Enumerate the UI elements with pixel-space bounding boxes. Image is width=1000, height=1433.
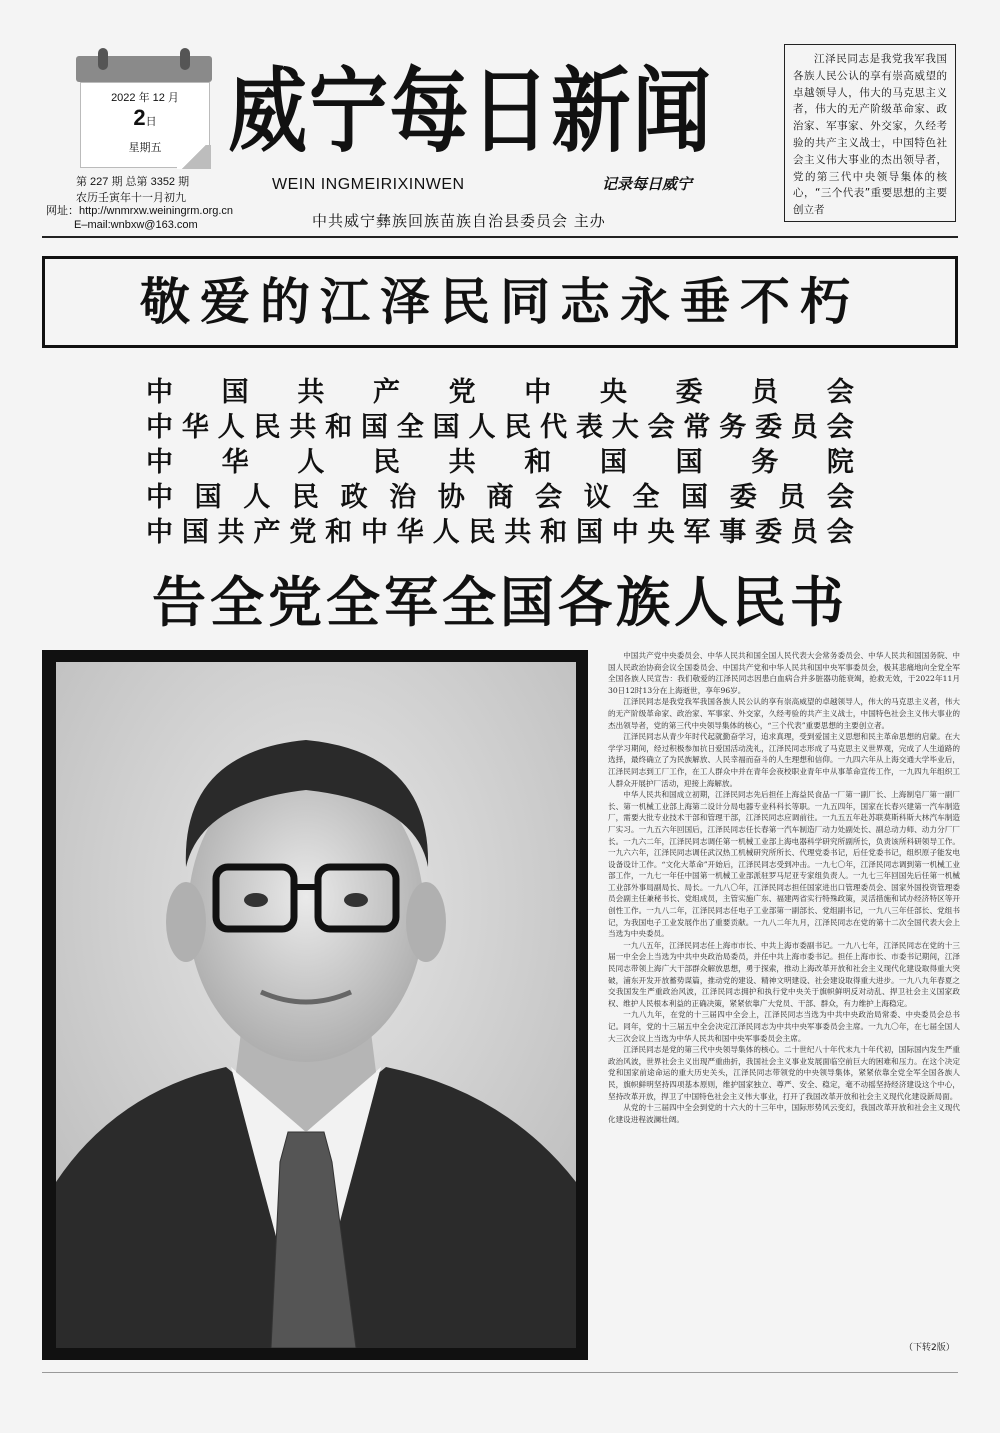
newspaper-slogan: 记录每日威宁 bbox=[602, 175, 693, 193]
announcement-title: 告全党全军全国各族人民书 bbox=[152, 571, 848, 634]
article-paragraph: 中华人民共和国成立初期，江泽民同志先后担任上海益民食品一厂第一副厂长、上海制皂厂第一副厂长、第一机械工业部上海第二设计分局电器专业科科长等职。一九五四年，国家在长春兴建第一汽车制造厂，需要大批专业技术干部和管理干部，江泽民同志应调前往。一九五五年赴苏联莫斯科斯大林汽车制造厂实习。一九五六年回国后，江泽民同志任长春第一汽车制造厂动力处副处长、副总动力师、动力分厂厂长。一九六二年，江泽民同志调任第一机械工业部上海电器科学研究所副所长，负责该所科研领导工作。一九六六年，江泽民同志调任武汉热工机械研究所所长、代理党委书记，后任党委书记，组织原子能发电设备设计工作。“文化大革命”开始后，江泽民同志受到冲击。一九七〇年，江泽民同志调到第一机械工业部工作，一九七一年任中国第一机械工业部派驻罗马尼亚专家组负责人。一九七三年回国先后任第一机械工业部外事局副局长、局长。一九八〇年，江泽民同志担任国家进出口管理委员会、国家外国投资管理委员会副主任兼秘书长、党组成员，主管实施广东、福建两省实行特殊政策，灵活措施和试办经济特区等开创性工作。一九八二年，江泽民同志任电子工业部第一副部长、党组副书记，一九八三年任部长、党组书记，为我国电子工业发展作出了重要贡献。一九八二年九月，江泽民同志在党的第十二次全国代表大会上当选为中央委员。 bbox=[608, 790, 960, 939]
lunar-date: 农历壬寅年十一月初九 bbox=[76, 192, 186, 204]
article-paragraph: 一九八五年，江泽民同志任上海市市长、中共上海市委副书记。一九八七年，江泽民同志在党的十三届一中全会上当选为中共中央政治局委员，并任中共上海市委书记。担任上海市长、市委书记期间，江泽民同志带领上海广大干部群众解放思想，勇于探索，推动上海改革开放和社会主义现代化建设取得重大突破，浦东开发开放蓄势谋篇，推动党的建设、精神文明建设、社会建设取得重大进步。一九八九年春夏之交我国发生严重政治风波，江泽民同志拥护和执行党中央关于旗帜鲜明反对动乱、捍卫社会主义国家政权、维护人民根本利益的正确决策，紧紧依靠广大党员、干部、群众，有力维护上海稳定。 bbox=[608, 940, 960, 1008]
issuer-line: 中 国 共 产 党 中 央 委 员 会 bbox=[146, 377, 854, 408]
continued-label: （下转2版） bbox=[904, 1343, 955, 1353]
article-body bbox=[608, 650, 960, 1125]
calendar-icon bbox=[76, 48, 212, 168]
issuer-line: 中 华 人 民 共 和 国 国 务 院 bbox=[146, 447, 854, 478]
article-paragraph: 江泽民同志从青少年时代起就勤奋学习，追求真理，受到爱国主义思想和民主革命思想的启蒙。在大学学习期间，经过积极参加抗日爱国活动洗礼，江泽民同志形成了马克思主义世界观，完成了人生道路的选择，最终确立了为民族解放、人民幸福而奋斗的人生理想和信仰。一九四六年从上海交通大学毕业后，江泽民同志到工厂工作，在工人群众中并在青年会夜校职业青年中从事革命宣传工作，一九四九年组织工人群众开展护厂活动，迎接上海解放。 bbox=[608, 732, 960, 788]
newspaper-pinyin: WEIN INGMEIRIXINWEN bbox=[272, 176, 465, 193]
contact-info bbox=[46, 204, 233, 232]
issue-number: 第 227 期 总第 3352 期 bbox=[76, 176, 190, 188]
host-organization: 中共威宁彝族回族苗族自治县委员会 主办 bbox=[312, 212, 606, 230]
issuer-line: 中 国 共 产 党 和 中 华 人 民 共 和 国 中 央 军 事 委 员 会 bbox=[146, 517, 854, 548]
masthead-divider bbox=[42, 236, 958, 238]
newspaper-title: 威宁每日新闻 bbox=[228, 58, 714, 165]
tribute-note-box: 江泽民同志是我党我军我国各族人民公认的享有崇高威望的卓越领导人，伟大的马克思主义者，伟大的无产阶级革命家、政治家、军事家、外交家，久经考验的共产主义战士，中国特色社会主义伟大事业的杰出领导者，党的第三代中央领导集体的核心，“三个代表”重要思想的主要创立者 bbox=[784, 44, 956, 222]
email-link[interactable]: E–mail:wnbxw@163.com bbox=[74, 219, 198, 231]
article-paragraph: 江泽民同志是我党我军我国各族人民公认的享有崇高威望的卓越领导人，伟大的马克思主义者，伟大的无产阶级革命家、政治家、军事家、外交家，久经考验的共产主义战士，中国特色社会主义伟大事业的杰出领导者，党的第三代中央领导集体的核心，“三个代表”重要思想的主要创立者。 bbox=[608, 697, 960, 730]
calendar-day-suffix: 日 bbox=[145, 116, 157, 128]
calendar-day bbox=[81, 105, 209, 131]
calendar-weekday: 星期五 bbox=[128, 142, 162, 154]
article-paragraph: 从党的十三届四中全会到党的十六大的十三年中，国际形势风云变幻，我国改革开放和社会主义现代化建设进程波澜壮阔。 bbox=[608, 1103, 960, 1124]
article-paragraph: 中国共产党中央委员会、中华人民共和国全国人民代表大会常务委员会、中华人民共和国国务院、中国人民政治协商会议全国委员会、中国共产党和中华人民共和国中央军事委员会，极其悲痛地向全党全军全国各族人民宣告：我们敬爱的江泽民同志因患白血病合并多脏器功能衰竭，抢救无效，于2022年11月30日12时13分在上海逝世，享年96岁。 bbox=[608, 651, 960, 695]
issuer-line: 中 华 人 民 共 和 国 全 国 人 民 代 表 大 会 常 务 委 员 会 bbox=[146, 412, 854, 443]
article-paragraph: 江泽民同志是党的第三代中央领导集体的核心。二十世纪八十年代末九十年代初，国际国内发生严重政治风波，世界社会主义出现严重曲折，我国社会主义事业发展面临空前巨大的困难和压力。在这个决定党和国家前途命运的重大历史关头，江泽民同志带领党的中央领导集体，紧紧依靠全党全军全国各族人民，旗帜鲜明坚持四项基本原则，维护国家独立、尊严、安全、稳定，毫不动摇坚持经济建设这个中心，坚持改革开放，捍卫了中国特色社会主义伟大事业，打开了我国改革开放和社会主义现代化建设新局面。 bbox=[608, 1045, 960, 1101]
calendar-year-month: 2022 年 12 月 bbox=[111, 92, 179, 104]
portrait-photo bbox=[56, 662, 576, 1348]
issue-info bbox=[76, 174, 189, 206]
bottom-rule bbox=[42, 1372, 958, 1373]
headline-box bbox=[42, 256, 958, 348]
calendar-day-number: 2 bbox=[133, 105, 146, 130]
issuer-line: 中 国 人 民 政 治 协 商 会 议 全 国 委 员 会 bbox=[146, 482, 854, 513]
article-paragraph: 一九八九年，在党的十三届四中全会上，江泽民同志当选为中共中央政治局常委、中央委员会总书记。同年，党的十三届五中全会决定江泽民同志为中共中央军事委员会主席。一九九〇年，在七届全国人大三次会议上当选为中华人民共和国中央军事委员会主席。 bbox=[608, 1010, 960, 1043]
website-link[interactable]: 网址：http://wnmrxw.weiningrm.org.cn bbox=[46, 205, 234, 217]
headline: 敬爱的江泽民同志永垂不朽 bbox=[140, 273, 860, 331]
